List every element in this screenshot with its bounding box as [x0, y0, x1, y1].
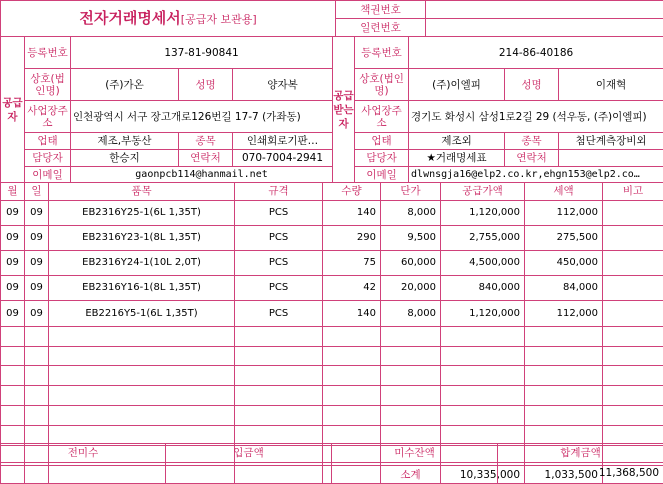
subtotal-label: 소계	[381, 466, 441, 484]
table-row	[1, 251, 663, 276]
supplier-person: 한승지	[71, 150, 179, 167]
cell-day	[25, 346, 49, 366]
buyer-name-label: 상호(법인명)	[355, 69, 409, 101]
col-note-header: 비고	[603, 183, 663, 201]
cell-spec	[235, 346, 323, 366]
cell-item: EB2316Y16-1(8L 1,35T)	[49, 276, 235, 301]
cell-month: 09	[1, 200, 25, 225]
empty-row	[1, 386, 663, 406]
cell-tax	[525, 366, 603, 386]
buyer-person: ★거래명세표	[409, 150, 505, 167]
supplier-name: (주)가온	[71, 69, 179, 101]
cell-supply	[441, 346, 525, 366]
cell-note	[603, 386, 663, 406]
cell-spec	[235, 326, 323, 346]
cell-month: 09	[1, 276, 25, 301]
title-subtitle: [공급자 보관용]	[180, 12, 257, 26]
cell-qty: 140	[323, 200, 381, 225]
cell-supply	[441, 326, 525, 346]
cell-note	[603, 251, 663, 276]
cell-supply	[441, 366, 525, 386]
grand-total-label: 합계금액	[498, 444, 663, 463]
col-spec-header: 규격	[235, 183, 323, 201]
cell-item	[49, 366, 235, 386]
supplier-rep-label: 성명	[179, 69, 233, 101]
supplier-person-label: 담당자	[25, 150, 71, 167]
title-text: 전자거래명세서	[79, 8, 181, 27]
grand-total-value: 11,368,500	[498, 463, 663, 484]
empty-row	[1, 406, 663, 426]
cell-month: 09	[1, 225, 25, 250]
buyer-email-label: 이메일	[355, 167, 409, 183]
buyer-reg-number: 214-86-40186	[409, 37, 663, 69]
cell-spec: PCS	[235, 301, 323, 326]
buyer-item: 첨단계측장비외	[559, 133, 663, 150]
cell-supply: 2,755,000	[441, 225, 525, 250]
col-item-header: 품목	[49, 183, 235, 201]
buyer-email: dlwnsgja16@elp2.co.kr,ehgn153@elp2.co…	[409, 167, 663, 183]
cell-price	[381, 406, 441, 426]
supplier-email: gaonpcb114@hanmail.net	[71, 167, 333, 183]
cell-note	[603, 406, 663, 426]
buyer-address: 경기도 화성시 삼성1로2길 29 (석우동, (주)이엘피)	[409, 101, 663, 133]
subtotal-supply: 10,335,000	[441, 466, 525, 484]
cell-tax: 112,000	[525, 301, 603, 326]
supplier-address-label: 사업장주소	[25, 101, 71, 133]
cell-day	[25, 386, 49, 406]
cell-qty	[323, 326, 381, 346]
cell-qty: 140	[323, 301, 381, 326]
supplier-rep: 양자복	[233, 69, 333, 101]
cell-supply: 1,120,000	[441, 301, 525, 326]
summary-block	[0, 443, 663, 484]
empty-row	[1, 346, 663, 366]
cell-month	[1, 346, 25, 366]
supplier-item: 인쇄회로기판…	[233, 133, 333, 150]
supplier-address: 인천광역시 서구 장고개로126번길 17-7 (가좌동)	[71, 101, 333, 133]
unpaid-value	[332, 463, 498, 484]
cell-month	[1, 366, 25, 386]
supplier-tel: 070-7004-2941	[233, 150, 333, 167]
cell-note	[603, 301, 663, 326]
cell-tax	[525, 386, 603, 406]
supplier-reg-number: 137-81-90841	[71, 37, 333, 69]
supplier-tel-label: 연락처	[179, 150, 233, 167]
cell-day: 09	[25, 251, 49, 276]
cell-price	[381, 386, 441, 406]
cell-supply	[441, 386, 525, 406]
buyer-person-label: 담당자	[355, 150, 409, 167]
title-block	[0, 0, 663, 37]
buyer-rep-label: 성명	[505, 69, 559, 101]
buyer-rep: 이재혁	[559, 69, 663, 101]
cell-day	[25, 326, 49, 346]
items-header-row	[1, 183, 663, 201]
cell-price: 8,000	[381, 301, 441, 326]
cell-day: 09	[25, 225, 49, 250]
col-supply-header: 공급가액	[441, 183, 525, 201]
cell-item: EB2216Y5-1(6L 1,35T)	[49, 301, 235, 326]
buyer-tel-label: 연락처	[505, 150, 559, 167]
prev-unpaid-value	[1, 463, 166, 484]
table-row	[1, 301, 663, 326]
table-row	[1, 276, 663, 301]
cell-price	[381, 346, 441, 366]
cell-qty: 290	[323, 225, 381, 250]
cell-price	[381, 366, 441, 386]
cell-month: 09	[1, 301, 25, 326]
supplier-item-label: 종목	[179, 133, 233, 150]
paid-value	[166, 463, 332, 484]
paid-label: 입금액	[166, 444, 332, 463]
supplier-type: 제조,부동산	[71, 133, 179, 150]
col-month-header: 월	[1, 183, 25, 201]
table-row	[1, 225, 663, 250]
cell-spec: PCS	[235, 251, 323, 276]
cell-qty	[323, 366, 381, 386]
buyer-reg-label: 등록번호	[355, 37, 409, 69]
supplier-side-label: 공급자	[1, 37, 25, 183]
col-qty-header: 수량	[323, 183, 381, 201]
cell-supply: 1,120,000	[441, 200, 525, 225]
buyer-type: 제조외	[409, 133, 505, 150]
cell-tax	[525, 406, 603, 426]
cell-qty	[323, 346, 381, 366]
unpaid-label: 미수잔액	[332, 444, 498, 463]
table-row	[1, 200, 663, 225]
cell-price: 8,000	[381, 200, 441, 225]
subtotal-tax: 1,033,500	[525, 466, 603, 484]
buyer-type-label: 업태	[355, 133, 409, 150]
cell-qty: 75	[323, 251, 381, 276]
document-title	[1, 1, 336, 37]
cell-day: 09	[25, 301, 49, 326]
col-day-header: 일	[25, 183, 49, 201]
cell-tax	[525, 346, 603, 366]
supplier-email-label: 이메일	[25, 167, 71, 183]
cell-item: EB2316Y25-1(6L 1,35T)	[49, 200, 235, 225]
cell-tax: 450,000	[525, 251, 603, 276]
cell-item: EB2316Y23-1(8L 1,35T)	[49, 225, 235, 250]
party-block	[0, 36, 663, 183]
book-number-label: 책권번호	[336, 1, 426, 19]
cell-note	[603, 326, 663, 346]
serial-number-value	[426, 19, 663, 37]
cell-month	[1, 326, 25, 346]
cell-spec: PCS	[235, 225, 323, 250]
prev-unpaid-label: 전미수	[1, 444, 166, 463]
supplier-reg-label: 등록번호	[25, 37, 71, 69]
buyer-address-label: 사업장주소	[355, 101, 409, 133]
cell-month: 09	[1, 251, 25, 276]
cell-note	[603, 225, 663, 250]
cell-price: 9,500	[381, 225, 441, 250]
cell-supply	[441, 406, 525, 426]
empty-row	[1, 366, 663, 386]
col-price-header: 단가	[381, 183, 441, 201]
cell-note	[603, 366, 663, 386]
cell-item	[49, 386, 235, 406]
serial-number-label: 일련번호	[336, 19, 426, 37]
cell-qty	[323, 386, 381, 406]
col-tax-header: 세액	[525, 183, 603, 201]
cell-day	[25, 406, 49, 426]
supplier-type-label: 업태	[25, 133, 71, 150]
cell-item	[49, 406, 235, 426]
cell-price: 20,000	[381, 276, 441, 301]
cell-month	[1, 406, 25, 426]
cell-spec: PCS	[235, 200, 323, 225]
cell-qty	[323, 406, 381, 426]
buyer-item-label: 종목	[505, 133, 559, 150]
cell-day: 09	[25, 276, 49, 301]
buyer-tel	[559, 150, 663, 167]
supplier-name-label: 상호(법인명)	[25, 69, 71, 101]
cell-month	[1, 386, 25, 406]
cell-item	[49, 346, 235, 366]
cell-price	[381, 326, 441, 346]
cell-spec	[235, 406, 323, 426]
cell-supply: 4,500,000	[441, 251, 525, 276]
cell-spec: PCS	[235, 276, 323, 301]
cell-note	[603, 346, 663, 366]
empty-row	[1, 326, 663, 346]
cell-note	[603, 276, 663, 301]
cell-tax: 84,000	[525, 276, 603, 301]
cell-supply: 840,000	[441, 276, 525, 301]
cell-day: 09	[25, 200, 49, 225]
buyer-name: (주)이엘피	[409, 69, 505, 101]
items-block	[0, 182, 663, 484]
cell-item	[49, 326, 235, 346]
cell-qty: 42	[323, 276, 381, 301]
buyer-side-label: 공급받는자	[333, 37, 355, 183]
book-number-value	[426, 1, 663, 19]
cell-note	[603, 200, 663, 225]
cell-price: 60,000	[381, 251, 441, 276]
cell-spec	[235, 386, 323, 406]
cell-spec	[235, 366, 323, 386]
cell-item: EB2316Y24-1(10L 2,0T)	[49, 251, 235, 276]
cell-day	[25, 366, 49, 386]
cell-tax	[525, 326, 603, 346]
cell-tax: 275,500	[525, 225, 603, 250]
cell-tax: 112,000	[525, 200, 603, 225]
